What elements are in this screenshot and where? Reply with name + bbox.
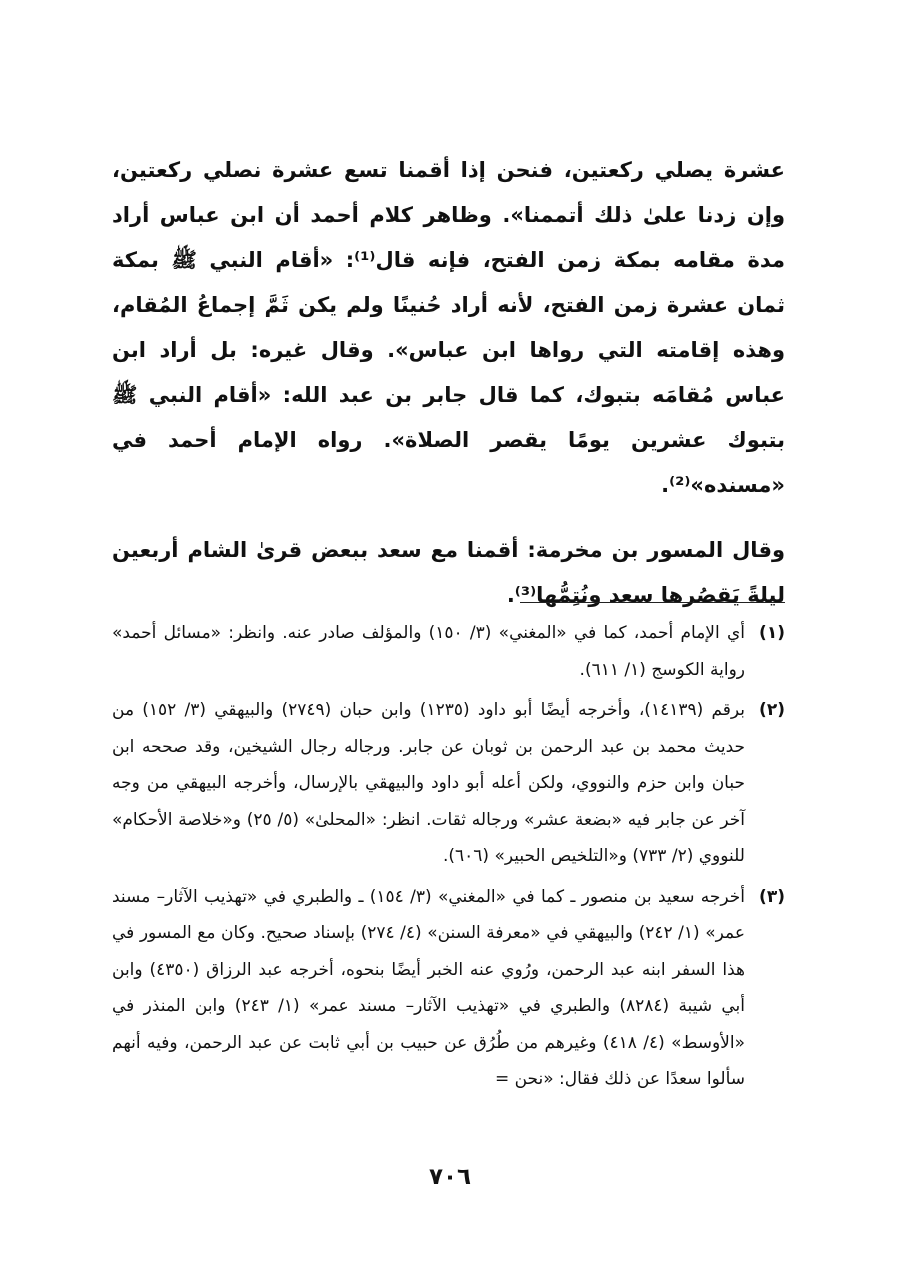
main-paragraph-2: وقال المسور بن مخرمة: أقمنا مع سعد ببعض قرىٰ الشام أربعين ليلةً يَقصُرها سعد ونُتِمُّها⁽³⁾.: [112, 538, 785, 607]
footnote-text: برقم (١٤١٣٩)، وأخرجه أيضًا أبو داود (١٢٣٥) وابن حبان (٢٧٤٩) والبيهقي (٣/ ١٥٢) من حديث محمد بن عبد الرحمن بن ثوبان عن جابر. ورجاله رجال الشيخين، وقد صححه ابن حبان وابن حزم والنووي، ولكن أعله أبو داود والبيهقي بالإرسال، وأخرجه البيهقي من وجه آخر عن جابر فيه «بضعة عشر» ورجاله ثقات. انظر: «المحلىٰ» (٥/ ٢٥) و«خلاصة الأحكام» للنووي (٢/ ٧٣٣) و«التلخيص الحبير» (٦٠٦).: [112, 700, 746, 866]
footnote-text: أي الإمام أحمد، كما في «المغني» (٣/ ١٥٠) والمؤلف صادر عنه. وانظر: «مسائل أحمد» رواية الكوسج (١/ ٦١١).: [112, 623, 745, 680]
footnote-2: [112, 692, 785, 875]
footnote-text: أخرجه سعيد بن منصور ـ كما في «المغني» (٣/ ١٥٤) ـ والطبري في «تهذيب الآثار– مسند عمر» (١/ ٢٤٢) والبيهقي في «معرفة السنن» (٤/ ٢٧٤) بإسناد صحيح. وكان مع المسور في هذا السفر ابنه عبد الرحمن، ورُوي عنه الخبر أيضًا بنحوه، أخرجه عبد الرزاق (٤٣٥٠) وابن أبي شيبة (٨٢٨٤) والطبري في «تهذيب الآثار– مسند عمر» (١/ ٢٤٣) وابن المنذر في «الأوسط» (٤/ ٤١٨) وغيرهم من طُرُق عن حبيب بن أبي ثابت عن عبد الرحمن، وفيه أنهم سألوا سعدًا عن ذلك فقال: «نحن =: [112, 886, 746, 1089]
footnote-1: [112, 615, 785, 688]
footnote-number: (٢): [759, 700, 785, 720]
main-text: [112, 148, 785, 618]
footnote-number: (١): [759, 623, 785, 643]
footnote-divider: [520, 602, 785, 603]
footnotes: [112, 615, 785, 1102]
footnote-3: [112, 879, 785, 1098]
footnote-number: (٣): [759, 886, 785, 907]
main-paragraph-1: عشرة يصلي ركعتين، فنحن إذا أقمنا تسع عشرة نصلي ركعتين، وإن زدنا علىٰ ذلك أتممنا». وظاهر كلام أحمد أن ابن عباس أراد مدة مقامه بمكة زمن الفتح، فإنه قال⁽¹⁾: «أقام النبي ﷺ بمكة ثمان عشرة زمن الفتح، لأنه أراد حُنينًا ولم يكن ثَمَّ إجماعُ المُقام، وهذه إقامته التي رواها ابن عباس». وقال غيره: بل أراد ابن عباس مُقامَه بتبوك، كما قال جابر بن عبد الله: «أقام النبي ﷺ بتبوك عشرين يومًا يقصر الصلاة». رواه الإمام أحمد في «مسنده»⁽²⁾.: [112, 158, 785, 497]
page-number: ٧٠٦: [428, 1164, 472, 1190]
